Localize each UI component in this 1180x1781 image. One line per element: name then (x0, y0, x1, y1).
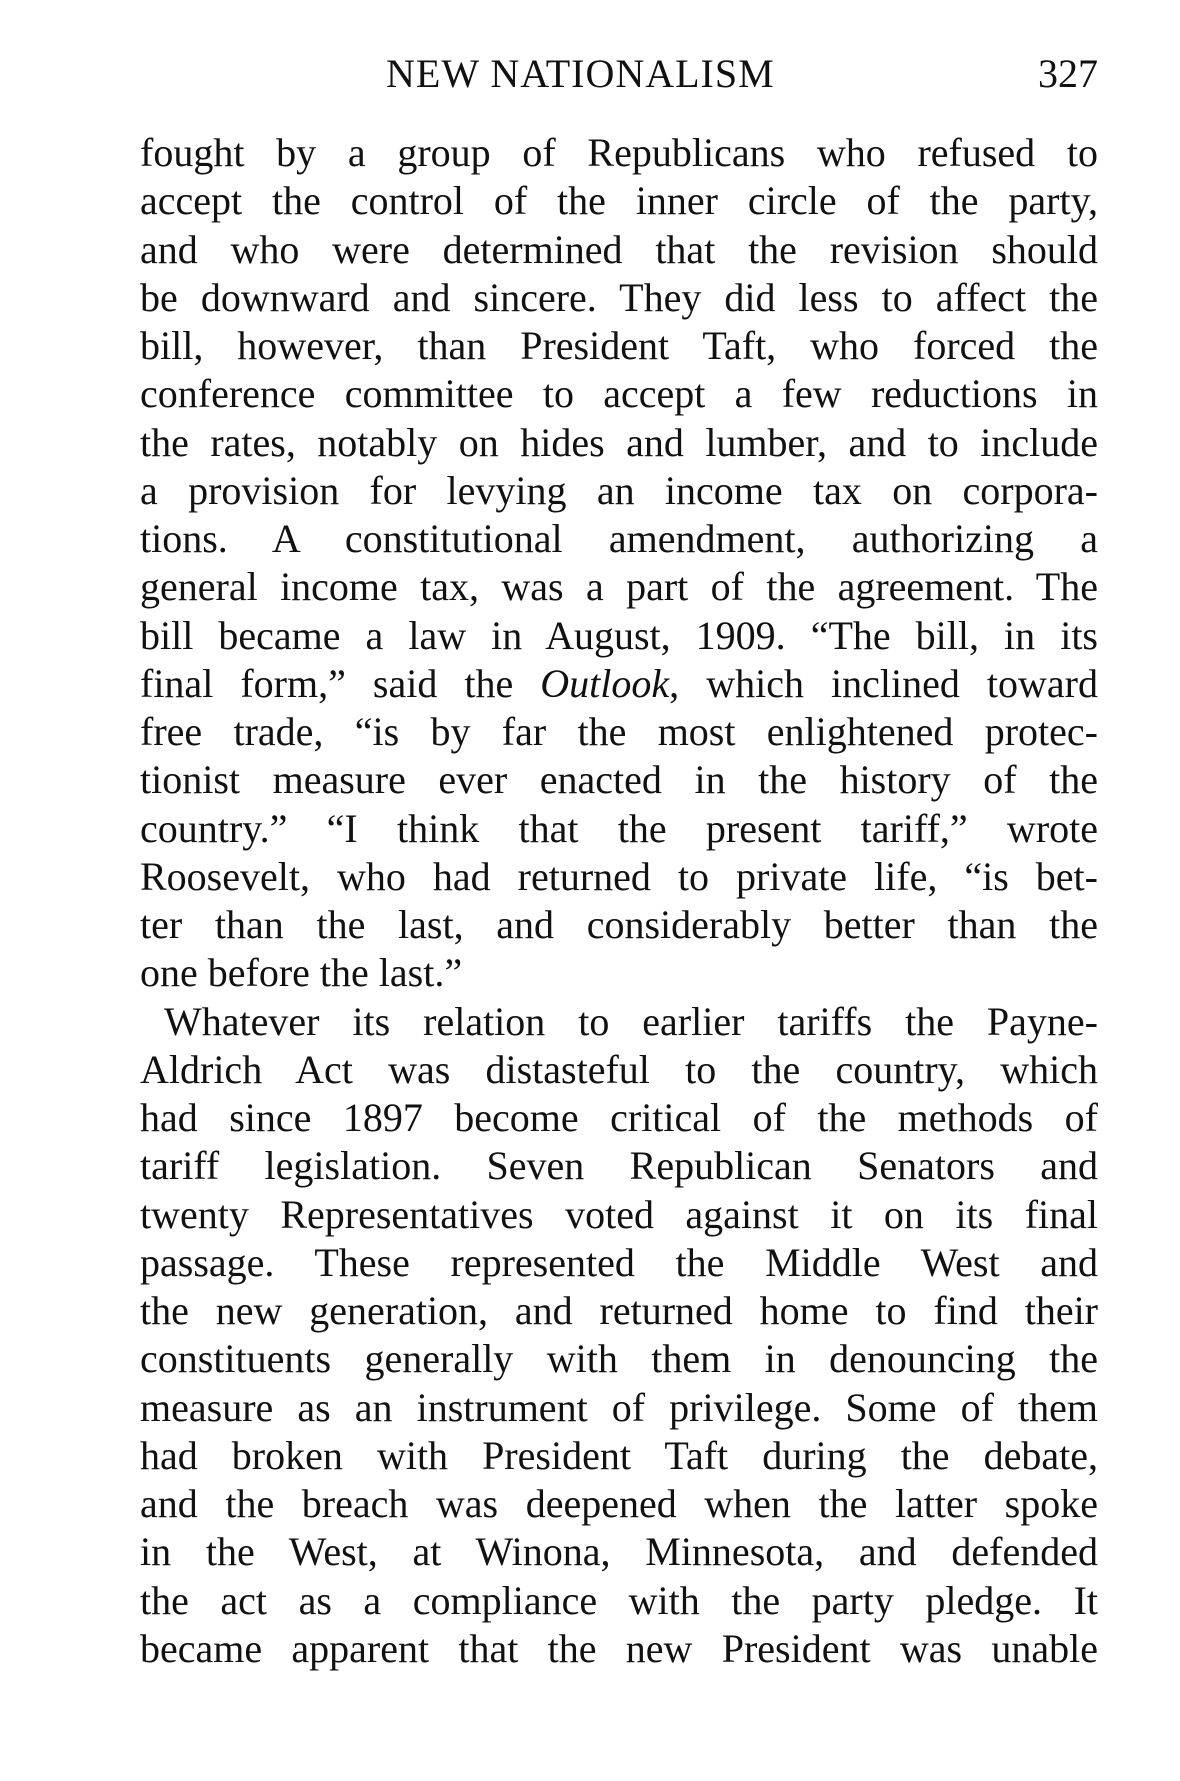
text-line: and who were determined that the revision should (140, 226, 1098, 272)
text-line: conference committee to accept a few reductions in (140, 371, 1098, 417)
page-header (140, 50, 1098, 100)
text-line: accept the control of the inner circle of the party, (140, 178, 1098, 224)
text-line: had broken with President Taft during the debate, (140, 1432, 1098, 1478)
text-line: free trade, “is by far the most enlightened protec- (140, 709, 1098, 754)
text-line: Roosevelt, who had returned to private life, “is bet- (140, 853, 1098, 899)
text-line: Whatever its relation to earlier tariffs the Payne- (164, 998, 1098, 1044)
page-number: 327 (1038, 51, 1098, 96)
text-line: ter than the last, and considerably better than the (140, 902, 1098, 947)
text-line: had since 1897 become critical of the methods of (140, 1095, 1098, 1140)
running-title: NEW NATIONALISM (386, 51, 775, 96)
text-line: general income tax, was a part of the agreement. The (140, 564, 1098, 610)
text-line: tionist measure ever enacted in the history of the (140, 757, 1098, 803)
text-segment: , which inclined toward (669, 660, 1098, 706)
body-text (140, 129, 1098, 1673)
text-line: and the breach was deepened when the latter spoke (140, 1481, 1098, 1526)
text-line: a provision for levying an income tax on corpora- (140, 467, 1098, 513)
text-line: tariff legislation. Seven Republican Senators and (140, 1143, 1098, 1189)
text-line: country.” “I think that the present tariff,” wrote (140, 805, 1098, 851)
text-line: passage. These represented the Middle West and (140, 1239, 1098, 1285)
text-line: bill, however, than President Taft, who forced the (140, 323, 1098, 368)
text-line: Aldrich Act was distasteful to the country, which (140, 1046, 1098, 1092)
text-line: the act as a compliance with the party pledge. It (140, 1577, 1098, 1623)
text-segment: final form,” said the (140, 660, 541, 706)
text-line: tions. A constitutional amendment, authorizing a (140, 516, 1098, 561)
text-line: in the West, at Winona, Minnesota, and defended (140, 1529, 1098, 1575)
text-line: the rates, notably on hides and lumber, and to include (140, 419, 1098, 465)
text-line: measure as an instrument of privilege. Some of them (140, 1384, 1098, 1430)
text-line: twenty Representatives voted against it on its final (140, 1191, 1098, 1237)
text-line: the new generation, and returned home to find their (140, 1288, 1098, 1333)
italic-title: Outlook (540, 660, 670, 706)
text-line: one before the last.” (140, 950, 463, 996)
text-line: constituents generally with them in denouncing the (140, 1336, 1098, 1382)
text-line (140, 660, 1098, 708)
text-line: bill became a law in August, 1909. “The bill, in its (140, 612, 1098, 658)
text-line: became apparent that the new President was unable (140, 1625, 1098, 1671)
text-line: be downward and sincere. They did less to affect the (140, 274, 1098, 320)
text-line: fought by a group of Republicans who refused to (140, 130, 1098, 175)
